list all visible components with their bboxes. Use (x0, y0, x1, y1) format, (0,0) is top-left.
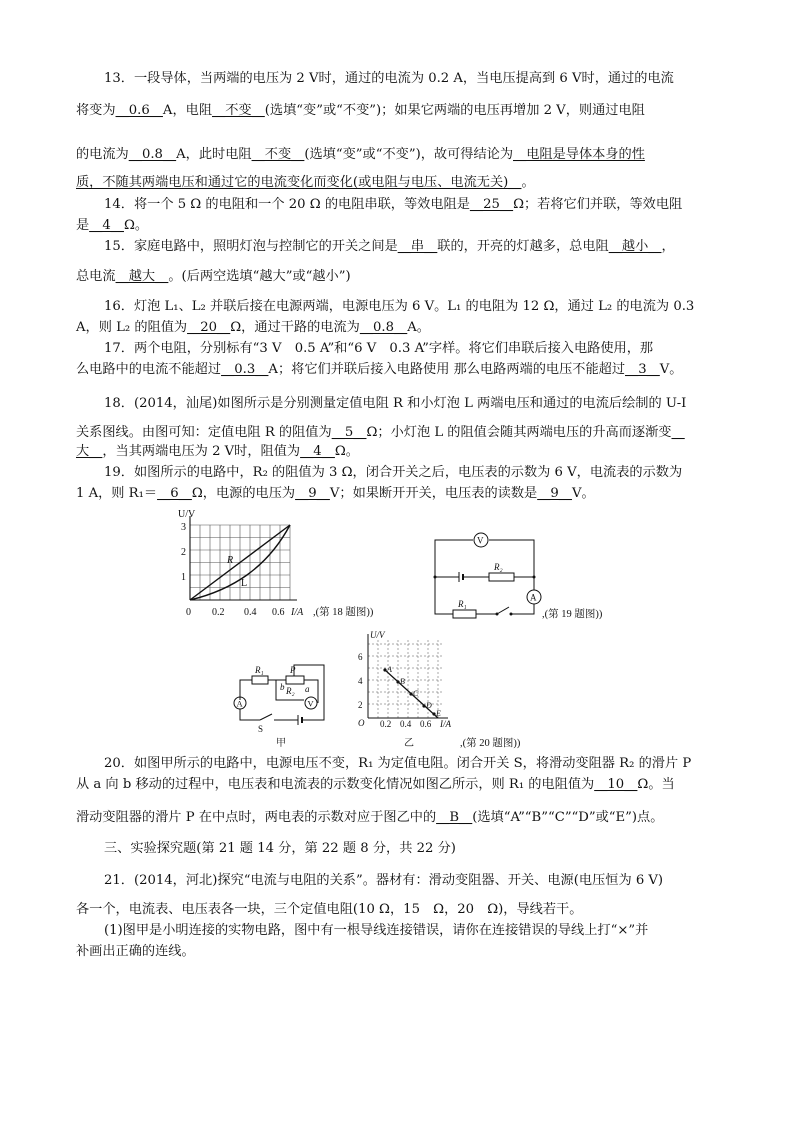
x-tick: 0.4 (244, 607, 257, 618)
q21-line4: 补画出正确的连线。 (76, 944, 195, 959)
point-label: D (426, 701, 432, 710)
y-axis-label: U/V (178, 510, 196, 520)
ammeter-label: A (530, 592, 537, 603)
figure-19-circuit (425, 530, 630, 625)
q13-line2: 将变为__0.6__A，电阻__不变__(选填“变”或“不变”)；如果它两端的电压再增加 2 V，则通过电阻 (76, 103, 645, 118)
answer-blank: 大__ (76, 444, 103, 459)
x-tick: 0.2 (380, 719, 392, 729)
answer-blank: __不变__ (251, 147, 305, 162)
x-tick: 0.6 (272, 607, 285, 618)
switch-icon (497, 607, 509, 614)
answer-blank: __0.8__ (359, 320, 408, 335)
point-label: E (436, 709, 441, 718)
point-label: C (413, 689, 419, 698)
figure-caption: ,(第 19 题图)) (542, 609, 603, 620)
answer-blank: __ (671, 425, 685, 440)
answer-blank: __0.8__ (128, 147, 177, 162)
answer-blank: __9__ (537, 486, 572, 501)
y-tick: 4 (358, 676, 363, 686)
q19-line1: 19．如图所示的电路中，R₂ 的阻值为 3 Ω，闭合开关之后，电压表的示数为 6 V，电流表的示数为 (104, 465, 683, 480)
voltmeter-label: V (477, 535, 484, 546)
figure-20-jia-circuit (228, 660, 338, 750)
x-tick: 0 (186, 607, 191, 618)
q19-line2: 1 A，则 R₁＝__6__Ω，电源的电压为__9__V；如果断开开关，电压表的读数是__9__V。 (76, 486, 595, 501)
answer-blank: __越大__ (115, 269, 169, 284)
q18-line3: 大__，当其两端电压为 2 V时，阻值为__4__Ω。 (76, 444, 359, 459)
answer-blank: __串__ (397, 239, 438, 254)
x-axis-label: I/A (291, 607, 304, 618)
answer-blank: 质，不随其两端电压和通过它的电流变化而变化(或电阻与电压、电流无关)__ (76, 175, 522, 190)
q13-line3: 的电流为__0.8__A，此时电阻__不变__(选填“变”或“不变”)，故可得结论为__电阻是导体本身的性 (76, 147, 645, 162)
answer-blank: __不变__ (212, 103, 265, 118)
q13-line1: 13．一段导体，当两端的电压为 2 V时，通过的电流为 0.2 A，当电压提高到 6 V时，通过的电流 (104, 71, 674, 86)
rheostat-r2-icon (286, 676, 304, 684)
q17-line1: 17．两个电阻，分别标有“3 V 0.5 A”和“6 V 0.3 A”字样。将它们串联后接入电路使用，那 (104, 341, 654, 356)
end-b-label: b (280, 682, 285, 692)
curve-label-L: L (241, 578, 248, 589)
q16-line2: A，则 L₂ 的阻值为__20__Ω，通过干路的电流为__0.8__A。 (76, 320, 430, 335)
x-axis-label: I/A (440, 719, 451, 729)
y-tick: 1 (181, 572, 186, 583)
q21-line2: 各一个，电流表、电压表各一块，三个定值电阻(10 Ω，15 Ω，20 Ω)，导线若干。 (76, 902, 583, 917)
answer-blank: __3__ (625, 362, 660, 377)
switch-label: S (258, 724, 264, 734)
ammeter-label: A (236, 698, 243, 709)
answer-blank: __B__ (436, 810, 473, 825)
curve-label-R: R (227, 555, 234, 566)
answer-blank: __4__ (300, 444, 335, 459)
origin-label: O (358, 718, 365, 728)
y-axis-label: U/V (370, 630, 385, 640)
point-label: A (387, 665, 392, 674)
x-tick: 0.4 (400, 719, 412, 729)
figure-caption: ,(第 18 题图)) (313, 607, 374, 618)
answer-blank: __电阻是导体本身的性 (513, 147, 645, 162)
section-heading: 三、实验探究题(第 21 题 14 分，第 22 题 8 分，共 22 分) (104, 841, 456, 856)
answer-blank: __5__ (331, 425, 367, 440)
resistor-r2-icon (489, 573, 514, 581)
q20-line1: 20．如图甲所示的电路中，电源电压不变，R₁ 为定值电阻。闭合开关 S，将滑动变阻器 R₂ 的滑片 P (104, 756, 692, 771)
answer-blank: __越小__ (608, 239, 662, 254)
figure-18-ui-graph (172, 510, 402, 625)
slider-p-label: P (290, 665, 296, 675)
figure-caption: ,(第 20 题图)) (460, 738, 521, 749)
resistor-r1-icon (453, 610, 476, 618)
r2-label: R₂ (494, 562, 503, 572)
q21-line1: 21．(2014，河北)探究“电流与电阻的关系”。器材有：滑动变阻器、开关、电源(电压恒为 6 V) (104, 873, 664, 888)
x-tick: 0.2 (212, 607, 225, 618)
figure-label-jia: 甲 (276, 738, 286, 749)
answer-blank: __4__ (89, 218, 124, 233)
r1-label: R₁ (255, 665, 264, 675)
answer-blank: __0.6__ (115, 103, 163, 118)
q18-line1: 18．(2014，汕尾)如图所示是分别测量定值电阻 R 和小灯泡 L 两端电压和通过的电流后绘制的 U-I (104, 396, 687, 411)
r2-label: R₂ (286, 686, 295, 696)
q14-line2: 是__4__Ω。 (76, 218, 149, 233)
q16-line1: 16．灯泡 L₁、L₂ 并联后接在电源两端，电源电压为 6 V。L₁ 的电阻为 12 Ω，通过 L₂ 的电流为 0.3 (104, 299, 695, 314)
figure-20-yi-graph (352, 630, 632, 752)
x-tick: 0.6 (420, 719, 432, 729)
voltmeter-label: V (307, 698, 314, 709)
y-tick: 2 (358, 700, 363, 710)
answer-blank: __0.3__ (221, 362, 269, 377)
figure-label-yi: 乙 (404, 738, 414, 749)
q20-line3: 滑动变阻器的滑片 P 在中点时，两电表的示数对应于图乙中的__B__(选填“A”“B”“C”“D”或“E”)点。 (76, 810, 664, 825)
q18-line2: 关系图线。由图可知：定值电阻 R 的阻值为__5__Ω；小灯泡 L 的阻值会随其两端电压的升高而逐渐变__ (76, 425, 685, 440)
answer-blank: __20__ (187, 320, 231, 335)
q13-line4: 质，不随其两端电压和通过它的电流变化而变化(或电阻与电压、电流无关)__。 (76, 175, 535, 190)
end-a-label: a (305, 684, 310, 694)
point-label: B (400, 677, 405, 686)
y-tick: 6 (358, 652, 363, 662)
q20-line2: 从 a 向 b 移动的过程中，电压表和电流表的示数变化情况如图乙所示，则 R₁ 的电阻值为__10__Ω。当 (76, 777, 675, 792)
answer-blank: __6__ (157, 486, 192, 501)
answer-blank: __9__ (295, 486, 330, 501)
q14-line1: 14．将一个 5 Ω 的电阻和一个 20 Ω 的电阻串联，等效电阻是__25__Ω；若将它们并联，等效电阻 (104, 197, 683, 212)
q17-line2: 么电路中的电流不能超过__0.3__A；将它们并联后接入电路使用 那么电路两端的电压不能超过__3__V。 (76, 362, 683, 377)
answer-blank: __10__ (594, 777, 638, 792)
switch-icon (260, 714, 272, 720)
q15-line1: 15．家庭电路中，照明灯泡与控制它的开关之间是__串__联的，开亮的灯越多，总电阻__越小__， (104, 239, 675, 254)
y-tick: 3 (181, 522, 186, 533)
y-tick: 2 (181, 547, 186, 558)
r1-label: R₁ (458, 599, 467, 609)
q21-line3: (1)图甲是小明连接的实物电路，图中有一根导线连接错误，请你在连接错误的导线上打“×”并 (104, 923, 649, 938)
resistor-r1-icon (252, 676, 268, 684)
q15-line2: 总电流__越大__。(后两空选填“越大”或“越小”) (76, 269, 351, 284)
answer-blank: __25__ (469, 197, 514, 212)
